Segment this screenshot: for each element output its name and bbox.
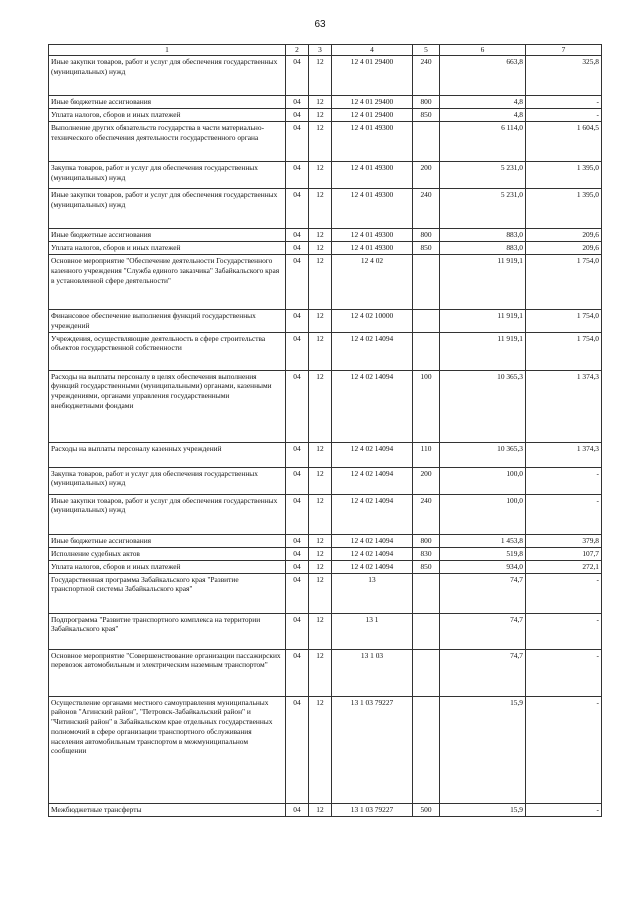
row-subsection: 12 — [309, 242, 332, 255]
row-amount-1: 74,7 — [440, 573, 526, 613]
row-target-code: 12 4 01 49300 — [332, 229, 413, 242]
column-header: 1 — [49, 45, 286, 56]
row-section: 04 — [286, 467, 309, 494]
table-row — [49, 310, 602, 333]
column-header: 4 — [332, 45, 413, 56]
row-amount-2: 1 374,3 — [526, 370, 602, 442]
row-amount-1: 11 919,1 — [440, 255, 526, 310]
row-subsection: 12 — [309, 613, 332, 649]
row-amount-1: 15,9 — [440, 803, 526, 816]
row-amount-1: 663,8 — [440, 56, 526, 96]
table-row — [49, 547, 602, 560]
row-name: Иные бюджетные ассигнования — [49, 534, 286, 547]
row-expense-type — [413, 649, 440, 696]
budget-table — [48, 44, 602, 817]
row-target-code: 13 1 03 79227 — [332, 803, 413, 816]
row-name: Выполнение других обязательств государства в части материально-технического обеспечения деятельности государственного органа — [49, 122, 286, 162]
row-section: 04 — [286, 242, 309, 255]
table-row — [49, 573, 602, 613]
row-amount-2: - — [526, 649, 602, 696]
row-section: 04 — [286, 534, 309, 547]
row-target-code: 12 4 01 49300 — [332, 189, 413, 229]
row-expense-type — [413, 255, 440, 310]
row-section: 04 — [286, 803, 309, 816]
row-expense-type: 800 — [413, 96, 440, 109]
row-subsection: 12 — [309, 332, 332, 370]
row-name: Основное мероприятие "Совершенствование организации пассажирских перевозок автомобильным и электрическим наземным транспортом" — [49, 649, 286, 696]
row-expense-type — [413, 613, 440, 649]
row-section: 04 — [286, 189, 309, 229]
row-expense-type — [413, 122, 440, 162]
row-section: 04 — [286, 649, 309, 696]
row-amount-2: 1 754,0 — [526, 255, 602, 310]
table-row — [49, 649, 602, 696]
table-row — [49, 803, 602, 816]
row-section: 04 — [286, 96, 309, 109]
row-amount-2: 1 754,0 — [526, 310, 602, 333]
column-header-row — [49, 45, 602, 56]
row-section: 04 — [286, 494, 309, 534]
row-expense-type — [413, 310, 440, 333]
row-amount-1: 10 365,3 — [440, 370, 526, 442]
table-row — [49, 370, 602, 442]
row-expense-type: 200 — [413, 467, 440, 494]
row-subsection: 12 — [309, 649, 332, 696]
table-row — [49, 494, 602, 534]
row-target-code: 12 4 02 14094 — [332, 494, 413, 534]
table-row — [49, 696, 602, 803]
row-amount-2: 325,8 — [526, 56, 602, 96]
table-row — [49, 332, 602, 370]
row-amount-1: 883,0 — [440, 229, 526, 242]
row-name: Расходы на выплаты персоналу казенных учреждений — [49, 442, 286, 467]
row-name: Исполнение судебных актов — [49, 547, 286, 560]
row-amount-2: 1 754,0 — [526, 332, 602, 370]
row-amount-2: 209,6 — [526, 242, 602, 255]
row-name: Закупка товаров, работ и услуг для обеспечения государственных (муниципальных) нужд — [49, 162, 286, 189]
row-expense-type: 800 — [413, 534, 440, 547]
table-row — [49, 56, 602, 96]
row-expense-type: 850 — [413, 560, 440, 573]
row-amount-1: 74,7 — [440, 613, 526, 649]
table-row — [49, 122, 602, 162]
row-name: Финансовое обеспечение выполнения функций государственных учреждений — [49, 310, 286, 333]
table-row — [49, 467, 602, 494]
row-section: 04 — [286, 560, 309, 573]
row-target-code: 12 4 01 49300 — [332, 162, 413, 189]
row-expense-type: 200 — [413, 162, 440, 189]
row-amount-2: 1 395,0 — [526, 189, 602, 229]
table-row — [49, 162, 602, 189]
row-name: Иные закупки товаров, работ и услуг для обеспечения государственных (муниципальных) нужд — [49, 494, 286, 534]
row-section: 04 — [286, 109, 309, 122]
row-expense-type — [413, 573, 440, 613]
row-amount-2: 272,1 — [526, 560, 602, 573]
row-target-code: 12 4 01 49300 — [332, 122, 413, 162]
row-name: Осуществление органами местного самоуправления муниципальных районов "Агинский район", "Петровск-Забайкальский район" и "Читинский район" в Забайкальском крае отдельных государственных полномочий в сфере организации транспортного обслуживания населения автомобильным транспортом в межмуниципальном сообщении — [49, 696, 286, 803]
row-name: Государственная программа Забайкальского края "Развитие транспортной системы Забайкальского края" — [49, 573, 286, 613]
row-amount-1: 4,8 — [440, 96, 526, 109]
row-amount-1: 934,0 — [440, 560, 526, 573]
row-name: Межбюджетные трансферты — [49, 803, 286, 816]
row-name: Иные закупки товаров, работ и услуг для обеспечения государственных (муниципальных) нужд — [49, 189, 286, 229]
table-row — [49, 229, 602, 242]
table-row — [49, 255, 602, 310]
row-target-code: 12 4 01 29400 — [332, 109, 413, 122]
row-amount-2: - — [526, 109, 602, 122]
row-section: 04 — [286, 255, 309, 310]
row-amount-1: 5 231,0 — [440, 189, 526, 229]
row-name: Учреждения, осуществляющие деятельность в сфере строительства объектов государственной собственности — [49, 332, 286, 370]
row-subsection: 12 — [309, 310, 332, 333]
row-amount-2: 209,6 — [526, 229, 602, 242]
row-expense-type: 240 — [413, 189, 440, 229]
row-subsection: 12 — [309, 370, 332, 442]
row-expense-type: 500 — [413, 803, 440, 816]
row-subsection: 12 — [309, 96, 332, 109]
row-amount-2: - — [526, 696, 602, 803]
row-target-code: 12 4 01 29400 — [332, 56, 413, 96]
row-expense-type: 240 — [413, 56, 440, 96]
row-target-code: 13 — [332, 573, 413, 613]
row-subsection: 12 — [309, 494, 332, 534]
row-subsection: 12 — [309, 189, 332, 229]
row-expense-type: 240 — [413, 494, 440, 534]
column-header: 5 — [413, 45, 440, 56]
table-row — [49, 442, 602, 467]
row-subsection: 12 — [309, 696, 332, 803]
row-name: Уплата налогов, сборов и иных платежей — [49, 242, 286, 255]
row-amount-2: 379,8 — [526, 534, 602, 547]
row-section: 04 — [286, 56, 309, 96]
row-subsection: 12 — [309, 442, 332, 467]
row-target-code: 13 1 03 — [332, 649, 413, 696]
table-row — [49, 613, 602, 649]
row-amount-1: 1 453,8 — [440, 534, 526, 547]
row-target-code: 12 4 02 14094 — [332, 442, 413, 467]
row-target-code: 12 4 02 14094 — [332, 370, 413, 442]
table-row — [49, 96, 602, 109]
row-amount-2: 1 395,0 — [526, 162, 602, 189]
row-section: 04 — [286, 547, 309, 560]
column-header: 2 — [286, 45, 309, 56]
row-target-code: 12 4 01 49300 — [332, 242, 413, 255]
row-target-code: 13 1 03 79227 — [332, 696, 413, 803]
row-expense-type: 800 — [413, 229, 440, 242]
row-subsection: 12 — [309, 573, 332, 613]
row-subsection: 12 — [309, 534, 332, 547]
column-header: 7 — [526, 45, 602, 56]
row-subsection: 12 — [309, 56, 332, 96]
row-amount-1: 5 231,0 — [440, 162, 526, 189]
row-target-code: 12 4 02 — [332, 255, 413, 310]
row-amount-2: - — [526, 803, 602, 816]
row-subsection: 12 — [309, 547, 332, 560]
row-expense-type: 100 — [413, 370, 440, 442]
row-amount-1: 10 365,3 — [440, 442, 526, 467]
row-name: Закупка товаров, работ и услуг для обеспечения государственных (муниципальных) нужд — [49, 467, 286, 494]
row-target-code: 12 4 02 14094 — [332, 467, 413, 494]
page-number: 63 — [314, 19, 326, 30]
table-row — [49, 560, 602, 573]
row-amount-1: 100,0 — [440, 467, 526, 494]
table-row — [49, 189, 602, 229]
row-name: Иные закупки товаров, работ и услуг для обеспечения государственных (муниципальных) нужд — [49, 56, 286, 96]
row-subsection: 12 — [309, 560, 332, 573]
row-amount-1: 15,9 — [440, 696, 526, 803]
row-section: 04 — [286, 122, 309, 162]
row-expense-type: 110 — [413, 442, 440, 467]
row-subsection: 12 — [309, 467, 332, 494]
row-amount-2: - — [526, 613, 602, 649]
row-section: 04 — [286, 229, 309, 242]
row-amount-2: 1 374,3 — [526, 442, 602, 467]
row-name: Основное мероприятие "Обеспечение деятельности Государственного казенного учреждения "Служба единого заказчика" Забайкальского края в установленной сфере деятельности" — [49, 255, 286, 310]
table-row — [49, 242, 602, 255]
row-amount-1: 74,7 — [440, 649, 526, 696]
row-target-code: 13 1 — [332, 613, 413, 649]
row-amount-2: - — [526, 96, 602, 109]
row-target-code: 12 4 02 14094 — [332, 547, 413, 560]
row-expense-type: 850 — [413, 109, 440, 122]
row-target-code: 12 4 01 29400 — [332, 96, 413, 109]
row-name: Уплата налогов, сборов и иных платежей — [49, 560, 286, 573]
row-subsection: 12 — [309, 109, 332, 122]
row-target-code: 12 4 02 14094 — [332, 560, 413, 573]
row-amount-2: - — [526, 467, 602, 494]
row-subsection: 12 — [309, 162, 332, 189]
row-name: Иные бюджетные ассигнования — [49, 96, 286, 109]
row-amount-1: 11 919,1 — [440, 310, 526, 333]
row-target-code: 12 4 02 14094 — [332, 332, 413, 370]
row-target-code: 12 4 02 14094 — [332, 534, 413, 547]
row-section: 04 — [286, 442, 309, 467]
row-amount-1: 11 919,1 — [440, 332, 526, 370]
row-amount-1: 519,8 — [440, 547, 526, 560]
row-amount-1: 100,0 — [440, 494, 526, 534]
row-name: Подпрограмма "Развитие транспортного комплекса на территории Забайкальского края" — [49, 613, 286, 649]
row-subsection: 12 — [309, 803, 332, 816]
row-name: Иные бюджетные ассигнования — [49, 229, 286, 242]
row-expense-type: 830 — [413, 547, 440, 560]
row-subsection: 12 — [309, 122, 332, 162]
row-amount-2: - — [526, 494, 602, 534]
column-header: 3 — [309, 45, 332, 56]
row-expense-type — [413, 332, 440, 370]
row-amount-1: 6 114,0 — [440, 122, 526, 162]
row-target-code: 12 4 02 10000 — [332, 310, 413, 333]
column-header: 6 — [440, 45, 526, 56]
row-section: 04 — [286, 696, 309, 803]
row-amount-1: 4,8 — [440, 109, 526, 122]
row-expense-type — [413, 696, 440, 803]
row-section: 04 — [286, 573, 309, 613]
row-section: 04 — [286, 370, 309, 442]
row-section: 04 — [286, 613, 309, 649]
table-row — [49, 534, 602, 547]
row-subsection: 12 — [309, 255, 332, 310]
row-section: 04 — [286, 310, 309, 333]
row-subsection: 12 — [309, 229, 332, 242]
row-amount-1: 883,0 — [440, 242, 526, 255]
row-amount-2: 107,7 — [526, 547, 602, 560]
table-row — [49, 109, 602, 122]
row-section: 04 — [286, 332, 309, 370]
row-name: Уплата налогов, сборов и иных платежей — [49, 109, 286, 122]
row-name: Расходы на выплаты персоналу в целях обеспечения выполнения функций государственными (муниципальными) органами, казенными учреждениями, органами управления государственными внебюджетными фондами — [49, 370, 286, 442]
row-section: 04 — [286, 162, 309, 189]
row-amount-2: 1 604,5 — [526, 122, 602, 162]
row-expense-type: 850 — [413, 242, 440, 255]
row-amount-2: - — [526, 573, 602, 613]
